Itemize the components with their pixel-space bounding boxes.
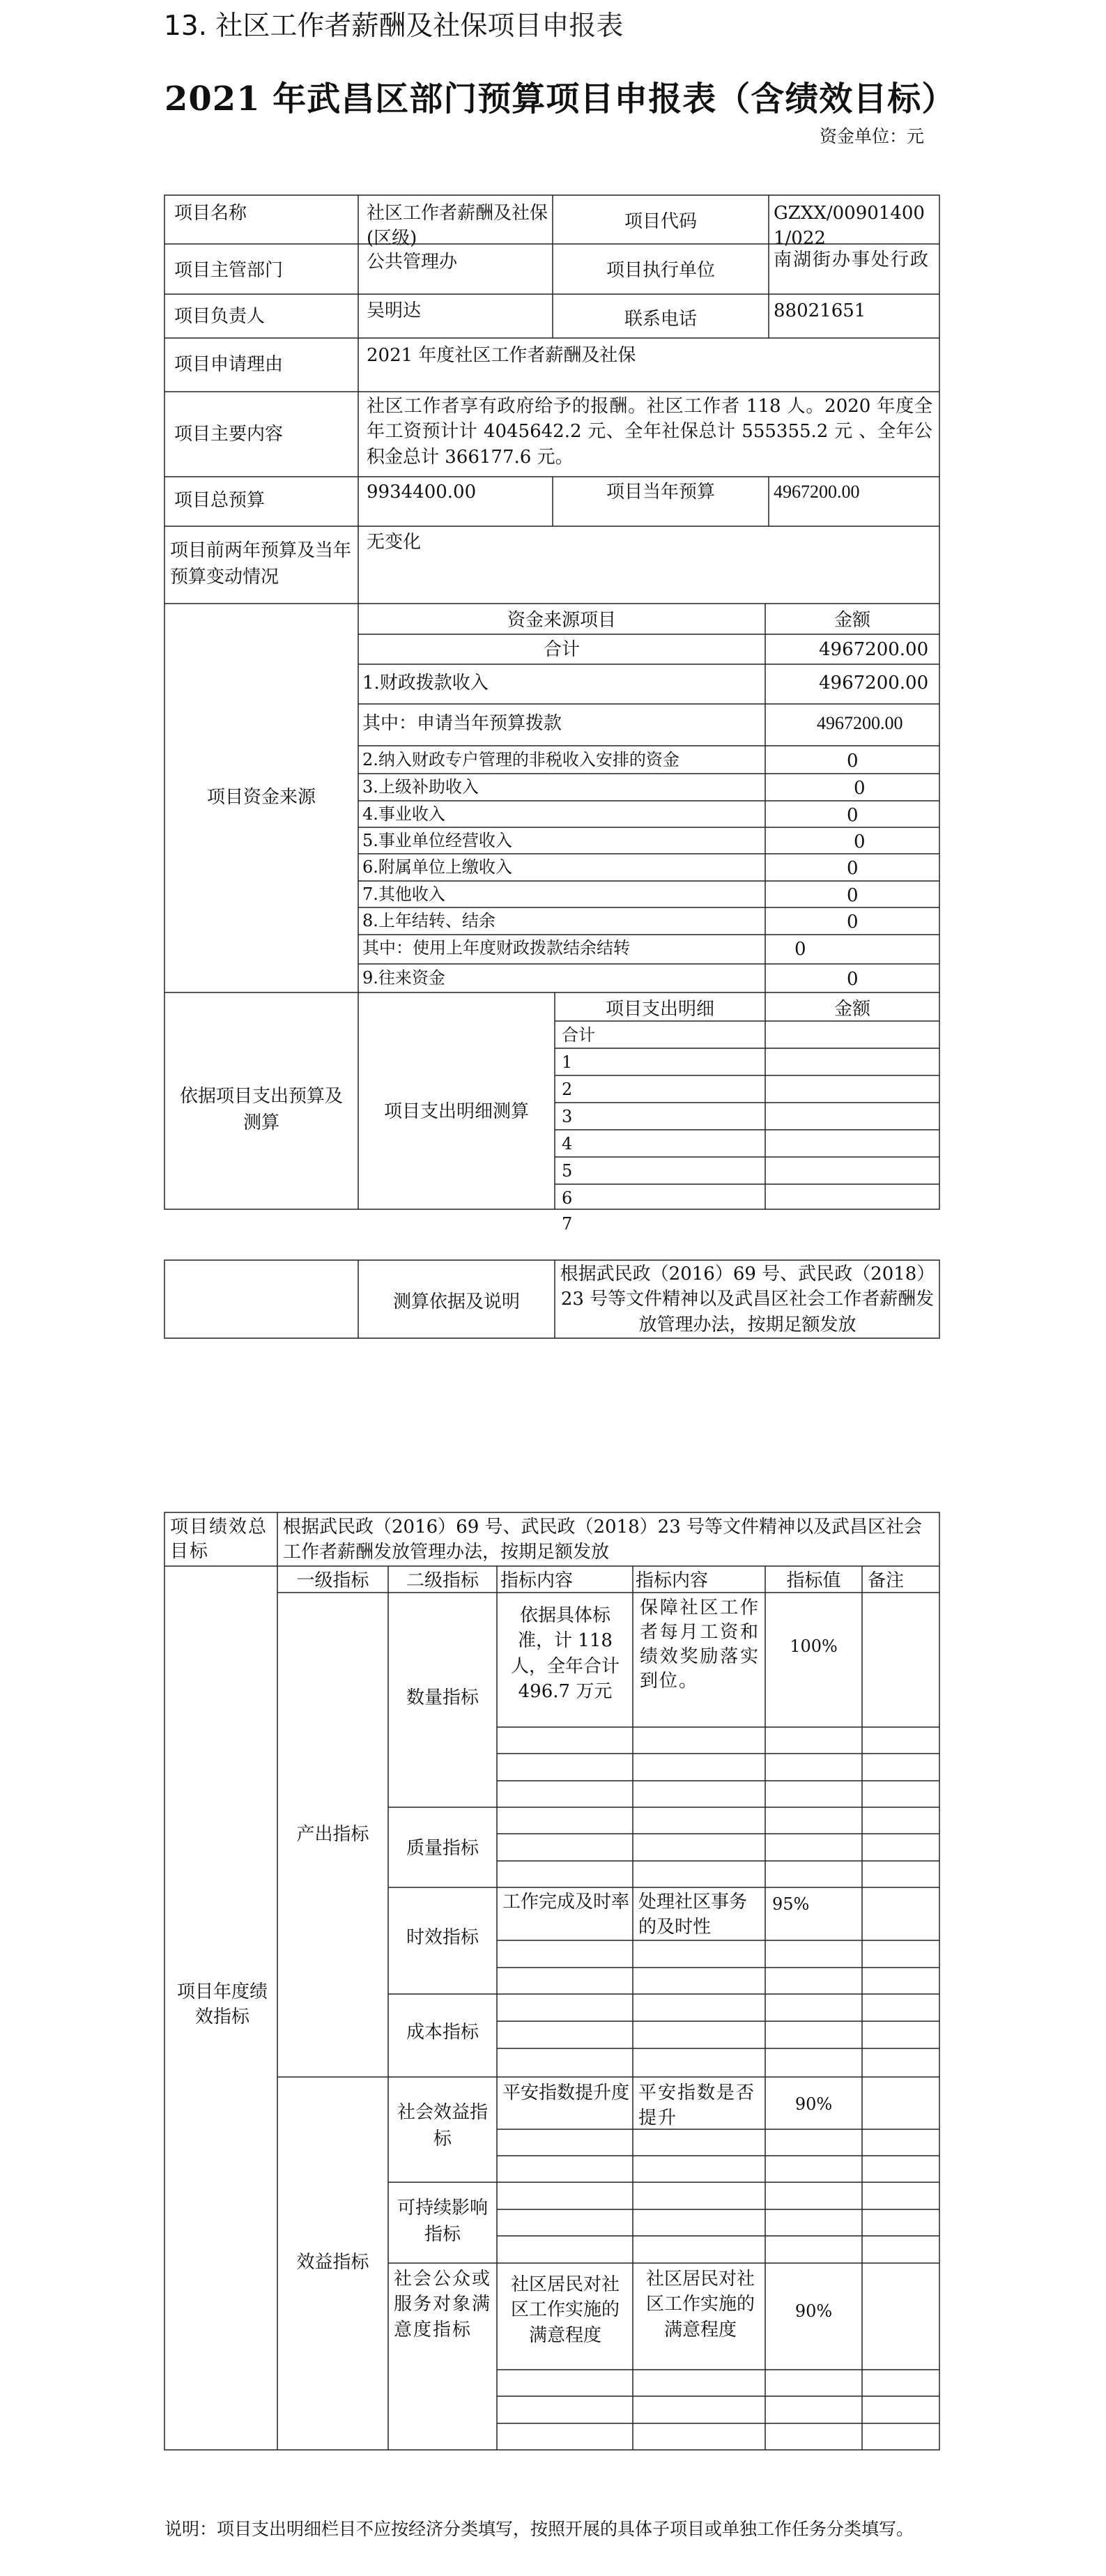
label-project-code: 项目代码 bbox=[624, 211, 697, 232]
col-expense-detail: 项目支出明细 bbox=[605, 999, 714, 1020]
col-level2: 二级指标 bbox=[406, 1570, 479, 1591]
value-project-code: GZXX/009014001/022 bbox=[774, 203, 925, 250]
value-change: 无变化 bbox=[367, 532, 422, 553]
label-benefit-indicators: 效益指标 bbox=[296, 2252, 369, 2273]
value-project-name: 社区工作者薪酬及社保(区级) bbox=[367, 203, 548, 250]
value-year-budget: 4967200.00 bbox=[774, 482, 860, 502]
form-title: 2021 年武昌区部门预算项目申报表（含绩效目标） bbox=[164, 79, 956, 118]
heading-bold: 13. 社区工作者薪酬及社保 bbox=[164, 10, 488, 42]
funding-row-amount: 0 bbox=[847, 969, 859, 990]
label-cost: 成本指标 bbox=[406, 2022, 479, 2043]
funding-row-item: 合计 bbox=[543, 639, 580, 660]
funding-row-item: 2.纳入财政专户管理的非税收入安排的资金 bbox=[362, 750, 679, 769]
label-calc-basis: 测算依据及说明 bbox=[392, 1291, 520, 1312]
col-remark: 备注 bbox=[868, 1570, 905, 1591]
label-project-name: 项目名称 bbox=[174, 203, 247, 224]
timeliness-content-2: 处理社区事务的及时性 bbox=[638, 1892, 748, 1938]
funding-row-amount: 0 bbox=[854, 778, 866, 799]
currency-unit: 资金单位：元 bbox=[820, 126, 925, 146]
funding-row-item: 其中：使用上年度财政拨款结余结转 bbox=[362, 938, 630, 958]
value-perf-goal: 根据武民政（2016）69 号、武民政（2018）23 号等文件精神以及武昌区社会工作者薪酬发放管理办法，按期足额发放 bbox=[283, 1517, 923, 1563]
label-funding-source: 项目资金来源 bbox=[206, 787, 316, 808]
expense-row: 合计 bbox=[562, 1025, 595, 1045]
col-content: 指标内容 bbox=[500, 1570, 574, 1591]
col-funding-amount: 金额 bbox=[834, 610, 870, 631]
satisfaction-content-2: 社区居民对社区工作实施的满意程度 bbox=[645, 2269, 755, 2340]
label-satisfaction: 社会公众或服务对象满意度指标 bbox=[394, 2269, 491, 2340]
label-annual-indicators: 项目年度绩效指标 bbox=[176, 1981, 268, 2028]
timeliness-target: 95% bbox=[772, 1894, 810, 1914]
satisfaction-content-1: 社区居民对社区工作实施的满意程度 bbox=[510, 2274, 620, 2346]
funding-row-item: 3.上级补助收入 bbox=[362, 777, 479, 797]
funding-row-amount: 4967200.00 bbox=[819, 673, 929, 693]
social-target: 90% bbox=[794, 2094, 833, 2114]
quantity-content-1: 依据具体标准，计 118 人，全年合计 496.7 万元 bbox=[510, 1605, 620, 1703]
funding-row-amount: 0 bbox=[847, 885, 859, 906]
value-owner: 吴明达 bbox=[367, 300, 422, 321]
funding-row-item: 1.财政拨款收入 bbox=[362, 673, 489, 693]
value-content: 社区工作者享有政府给予的报酬。社区工作者 118 人。2020 年度全年工资预计计 4045642.2 元、全年社保总计 555355.2 元 、全年公积金总计 366177.6 元。 bbox=[367, 396, 932, 468]
satisfaction-target: 90% bbox=[794, 2301, 833, 2321]
value-total-budget: 9934400.00 bbox=[367, 482, 477, 503]
expense-row: 4 bbox=[562, 1134, 573, 1153]
funding-row-item: 5.事业单位经营收入 bbox=[362, 831, 512, 850]
col-funding-item: 资金来源项目 bbox=[507, 610, 616, 631]
label-owner: 项目负责人 bbox=[174, 306, 266, 327]
expense-row: 5 bbox=[562, 1161, 573, 1181]
expense-row: 3 bbox=[562, 1107, 573, 1126]
label-reason: 项目申请理由 bbox=[174, 354, 284, 375]
funding-row-item: 4.事业收入 bbox=[362, 804, 445, 824]
label-quantity: 数量指标 bbox=[406, 1687, 479, 1708]
funding-row-item: 9.往来资金 bbox=[362, 968, 445, 988]
social-content-2: 平安指数是否提升 bbox=[638, 2083, 756, 2129]
label-dept: 项目主管部门 bbox=[174, 260, 284, 281]
label-content: 项目主要内容 bbox=[174, 424, 284, 445]
quantity-content-2: 保障社区工作者每月工资和绩效奖励落实到位。 bbox=[640, 1597, 760, 1692]
label-social-benefit: 社会效益指标 bbox=[397, 2102, 488, 2149]
funding-row-amount: 0 bbox=[847, 805, 859, 826]
funding-row-item: 8.上年结转、结余 bbox=[362, 911, 496, 930]
funding-row-amount: 0 bbox=[854, 831, 866, 852]
quantity-target: 100% bbox=[790, 1636, 838, 1656]
expense-row: 7 bbox=[562, 1214, 573, 1234]
label-year-budget: 项目当年预算 bbox=[606, 482, 715, 503]
value-reason: 2021 年度社区工作者薪酬及社保 bbox=[367, 345, 636, 366]
col-expense-amount: 金额 bbox=[834, 999, 870, 1020]
expense-row: 6 bbox=[562, 1188, 573, 1208]
funding-row-amount: 4967200.00 bbox=[819, 639, 929, 660]
timeliness-content-1: 工作完成及时率 bbox=[502, 1892, 629, 1912]
label-expense-detail: 项目支出明细测算 bbox=[383, 1101, 529, 1122]
heading-light: 项目申报表 bbox=[487, 10, 624, 42]
label-quality: 质量指标 bbox=[406, 1838, 479, 1859]
expense-row: 1 bbox=[562, 1052, 573, 1072]
label-output-indicators: 产出指标 bbox=[296, 1824, 369, 1845]
funding-row-item: 7.其他收入 bbox=[362, 884, 445, 904]
funding-row-amount: 4967200.00 bbox=[817, 713, 903, 733]
label-total-budget: 项目总预算 bbox=[174, 490, 266, 511]
funding-row-item: 其中：申请当年预算拨款 bbox=[362, 713, 562, 734]
funding-row-amount: 0 bbox=[794, 939, 806, 960]
label-expense-basis: 依据项目支出预算及测算 bbox=[179, 1086, 343, 1133]
label-sustainability: 可持续影响指标 bbox=[397, 2198, 488, 2245]
value-exec-unit: 南湖街办事处行政 bbox=[774, 250, 930, 270]
label-change: 项目前两年预算及当年预算变动情况 bbox=[170, 540, 352, 588]
value-phone: 88021651 bbox=[774, 300, 866, 321]
funding-row-item: 6.附属单位上缴收入 bbox=[362, 857, 512, 877]
funding-row-amount: 0 bbox=[847, 751, 859, 772]
value-calc-basis: 根据武民政（2016）69 号、武民政（2018）23 号等文件精神以及武昌区社会工作者薪酬发放管理办法，按期足额发放 bbox=[560, 1264, 935, 1335]
label-perf-goal: 项目绩效总目标 bbox=[170, 1517, 268, 1563]
value-dept: 公共管理办 bbox=[367, 252, 458, 273]
footer-note: 说明：项目支出明细栏目不应按经济分类填写，按照开展的具体子项目或单独工作任务分类填写。 bbox=[164, 2519, 914, 2539]
col-content-2: 指标内容 bbox=[636, 1570, 709, 1591]
col-level1: 一级指标 bbox=[296, 1570, 369, 1591]
label-timeliness: 时效指标 bbox=[406, 1927, 479, 1948]
social-content-1: 平安指数提升度 bbox=[502, 2083, 629, 2103]
expense-row: 2 bbox=[562, 1080, 573, 1099]
label-exec-unit: 项目执行单位 bbox=[606, 260, 715, 281]
funding-row-amount: 0 bbox=[847, 912, 859, 933]
label-phone: 联系电话 bbox=[624, 309, 697, 330]
funding-row-amount: 0 bbox=[847, 858, 859, 879]
col-target-value: 指标值 bbox=[786, 1570, 841, 1591]
